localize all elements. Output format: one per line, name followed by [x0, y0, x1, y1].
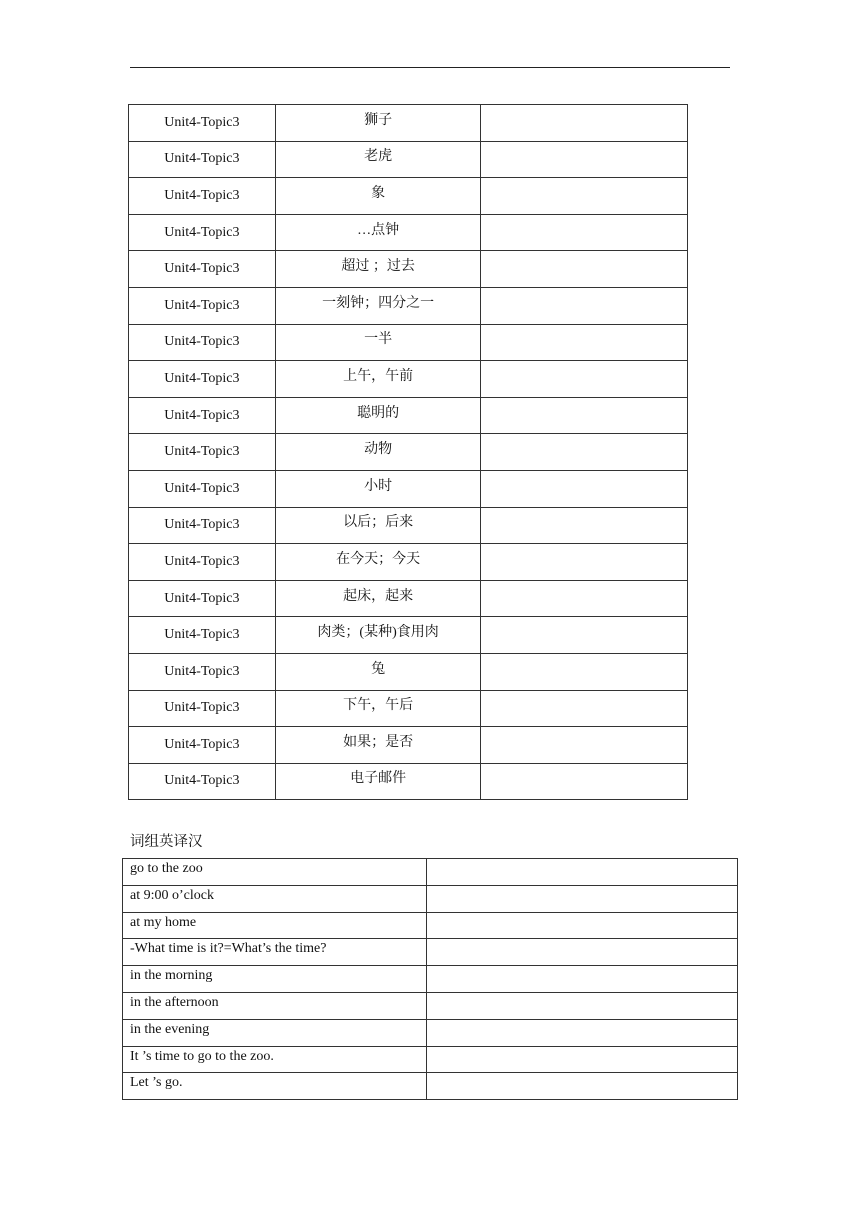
meaning-cell [275, 434, 481, 471]
meaning-cell [275, 470, 481, 507]
answer-cell[interactable] [481, 507, 688, 544]
phrase-table [122, 858, 738, 1100]
answer-cell[interactable] [481, 287, 688, 324]
meaning-cell [275, 105, 481, 142]
answer-cell[interactable] [481, 617, 688, 654]
phrase-answer-cell[interactable] [427, 966, 738, 993]
meaning-text: 电子邮件 [350, 771, 407, 787]
answer-cell[interactable] [481, 397, 688, 434]
meaning-cell [275, 617, 481, 654]
vocab-row [129, 544, 688, 581]
meaning-cell [275, 544, 481, 581]
phrase-row [123, 912, 738, 939]
unit-cell: Unit4-Topic3 [129, 287, 276, 324]
unit-cell: Unit4-Topic3 [129, 178, 276, 215]
meaning-cell [275, 251, 481, 288]
answer-cell[interactable] [481, 141, 688, 178]
answer-cell[interactable] [481, 178, 688, 215]
meaning-cell [275, 690, 481, 727]
vocab-row [129, 434, 688, 471]
meaning-cell [275, 141, 481, 178]
meaning-cell [275, 507, 481, 544]
meaning-text: 在今天；今天 [336, 551, 421, 567]
vocab-row [129, 397, 688, 434]
meaning-text: 聪明的 [357, 405, 400, 421]
answer-cell[interactable] [481, 251, 688, 288]
unit-cell: Unit4-Topic3 [129, 763, 276, 800]
unit-cell: Unit4-Topic3 [129, 397, 276, 434]
meaning-cell [275, 580, 481, 617]
vocab-row [129, 324, 688, 361]
phrase-row [123, 966, 738, 993]
phrase-english-cell: at my home [123, 912, 427, 939]
unit-cell: Unit4-Topic3 [129, 324, 276, 361]
meaning-text: 上午，午前 [343, 368, 414, 384]
answer-cell[interactable] [481, 434, 688, 471]
unit-cell: Unit4-Topic3 [129, 507, 276, 544]
meaning-text: 老虎 [364, 149, 393, 165]
vocab-row [129, 763, 688, 800]
meaning-text: 以后；后来 [343, 515, 414, 531]
phrase-english-cell: go to the zoo [123, 859, 427, 886]
phrase-row [123, 859, 738, 886]
phrase-row [123, 885, 738, 912]
phrase-answer-cell[interactable] [427, 885, 738, 912]
answer-cell[interactable] [481, 727, 688, 764]
phrase-row [123, 1073, 738, 1100]
meaning-cell [275, 214, 481, 251]
unit-cell: Unit4-Topic3 [129, 580, 276, 617]
vocab-row [129, 105, 688, 142]
meaning-cell [275, 727, 481, 764]
phrase-section-title: 词组英译汉 [130, 834, 203, 850]
answer-cell[interactable] [481, 324, 688, 361]
header-rule [130, 67, 730, 68]
phrase-answer-cell[interactable] [427, 1046, 738, 1073]
unit-cell: Unit4-Topic3 [129, 361, 276, 398]
meaning-cell [275, 287, 481, 324]
phrase-answer-cell[interactable] [427, 1073, 738, 1100]
vocab-row [129, 617, 688, 654]
phrase-answer-cell[interactable] [427, 939, 738, 966]
unit-cell: Unit4-Topic3 [129, 727, 276, 764]
unit-cell: Unit4-Topic3 [129, 105, 276, 142]
meaning-text: 超过 ；过去 [341, 259, 415, 275]
unit-cell: Unit4-Topic3 [129, 141, 276, 178]
answer-cell[interactable] [481, 653, 688, 690]
meaning-text: 狮子 [364, 112, 393, 128]
unit-cell: Unit4-Topic3 [129, 434, 276, 471]
vocab-row [129, 251, 688, 288]
answer-cell[interactable] [481, 580, 688, 617]
vocab-row [129, 470, 688, 507]
vocab-row [129, 287, 688, 324]
phrase-english-cell: in the morning [123, 966, 427, 993]
phrase-english-cell: in the afternoon [123, 992, 427, 1019]
vocab-row [129, 653, 688, 690]
phrase-row [123, 939, 738, 966]
meaning-cell [275, 361, 481, 398]
vocab-row [129, 727, 688, 764]
unit-cell: Unit4-Topic3 [129, 214, 276, 251]
answer-cell[interactable] [481, 214, 688, 251]
meaning-text: 下午，午后 [343, 698, 414, 714]
meaning-cell [275, 653, 481, 690]
phrase-answer-cell[interactable] [427, 992, 738, 1019]
phrase-english-cell: -What time is it?=What’s the time? [123, 939, 427, 966]
phrase-answer-cell[interactable] [427, 859, 738, 886]
meaning-text: 动物 [364, 442, 393, 458]
unit-cell: Unit4-Topic3 [129, 251, 276, 288]
meaning-text: 肉类；(某种)食用肉 [317, 625, 439, 641]
phrase-english-cell: in the evening [123, 1019, 427, 1046]
vocab-row [129, 178, 688, 215]
unit-cell: Unit4-Topic3 [129, 470, 276, 507]
vocab-row [129, 690, 688, 727]
unit-cell: Unit4-Topic3 [129, 617, 276, 654]
meaning-text: 起床，起来 [343, 588, 414, 604]
answer-cell[interactable] [481, 470, 688, 507]
answer-cell[interactable] [481, 544, 688, 581]
phrase-english-cell: Let ’s go. [123, 1073, 427, 1100]
phrase-row [123, 1046, 738, 1073]
answer-cell[interactable] [481, 105, 688, 142]
phrase-row [123, 1019, 738, 1046]
meaning-cell [275, 324, 481, 361]
vocab-row [129, 214, 688, 251]
meaning-cell [275, 178, 481, 215]
meaning-cell [275, 763, 481, 800]
meaning-text: …点钟 [357, 222, 400, 238]
meaning-cell [275, 397, 481, 434]
answer-cell[interactable] [481, 763, 688, 800]
unit-cell: Unit4-Topic3 [129, 690, 276, 727]
meaning-text: 如果；是否 [343, 734, 414, 750]
unit-cell: Unit4-Topic3 [129, 544, 276, 581]
phrase-answer-cell[interactable] [427, 912, 738, 939]
phrase-answer-cell[interactable] [427, 1019, 738, 1046]
meaning-text: 象 [371, 185, 386, 201]
vocab-row [129, 580, 688, 617]
vocab-table [128, 104, 688, 800]
meaning-text: 兔 [371, 661, 386, 677]
answer-cell[interactable] [481, 690, 688, 727]
vocab-row [129, 507, 688, 544]
phrase-english-cell: at 9:00 o’clock [123, 885, 427, 912]
answer-cell[interactable] [481, 361, 688, 398]
unit-cell: Unit4-Topic3 [129, 653, 276, 690]
meaning-text: 一半 [364, 332, 393, 348]
phrase-english-cell: It ’s time to go to the zoo. [123, 1046, 427, 1073]
meaning-text: 一刻钟；四分之一 [322, 295, 435, 311]
vocab-row [129, 141, 688, 178]
phrase-row [123, 992, 738, 1019]
meaning-text: 小时 [364, 478, 393, 494]
vocab-row [129, 361, 688, 398]
